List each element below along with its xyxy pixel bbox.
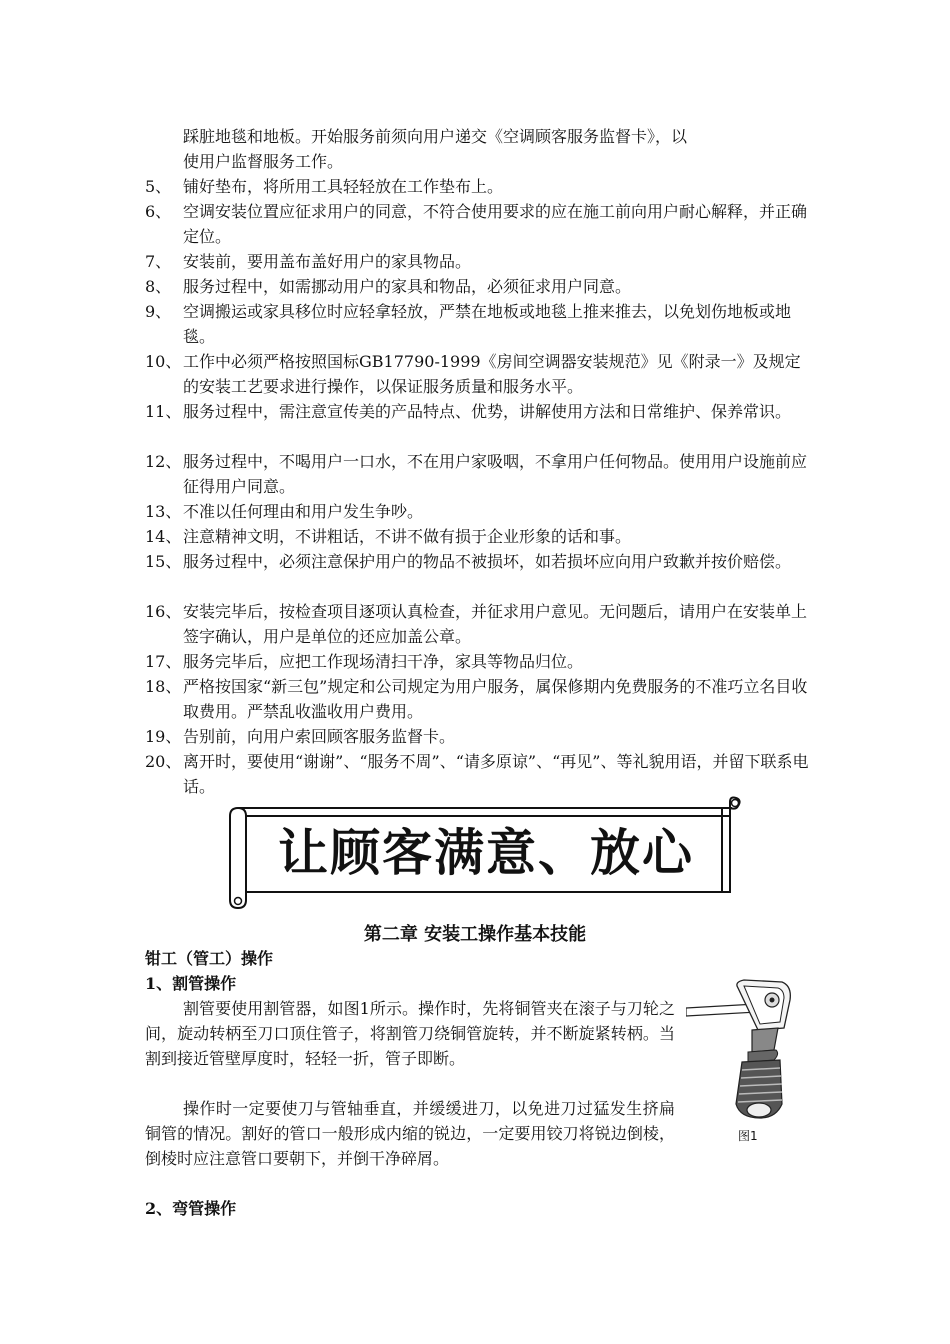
rule-text: 服务过程中，必须注意保护用户的物品不被损坏，如若损坏应向用户致歉并按价赔偿。 bbox=[183, 552, 792, 571]
rule-number: 13、 bbox=[145, 502, 182, 521]
rule-item bbox=[145, 674, 815, 724]
rule-text: 服务完毕后，应把工作现场清扫干净，家具等物品归位。 bbox=[183, 652, 584, 671]
continuation-line-1: 踩脏地毯和地板。开始服务前须向用户递交《空调顾客服务监督卡》，以 bbox=[183, 127, 688, 146]
rule-item bbox=[145, 249, 815, 274]
rule-text: 工作中必须严格按照国标GB17790-1999《房间空调器安装规范》见《附录一》及规定的安装工艺要求进行操作，以保证服务质量和服务水平。 bbox=[183, 352, 801, 396]
subsection-title-2: 2、弯管操作 bbox=[145, 1199, 237, 1218]
chapter-title: 第二章 安装工操作基本技能 bbox=[363, 924, 587, 945]
rule-item bbox=[145, 174, 815, 199]
rule-text: 安装完毕后，按检查项目逐项认真检查，并征求用户意见。无问题后，请用户在安装单上签字确认，用户是单位的还应加盖公章。 bbox=[183, 602, 808, 646]
rule-number: 10、 bbox=[145, 352, 182, 371]
rule-number: 9、 bbox=[145, 302, 172, 321]
rule-item bbox=[145, 199, 815, 249]
rule-number: 18、 bbox=[145, 677, 182, 696]
rule-item bbox=[145, 399, 815, 424]
rule-item bbox=[145, 599, 815, 649]
rule-text: 离开时，要使用“谢谢”、“服务不周”、“请多原谅”、“再见”、等礼貌用语，并留下联系电话。 bbox=[183, 752, 809, 796]
rule-text: 告别前，向用户索回顾客服务监督卡。 bbox=[183, 727, 456, 746]
rule-item bbox=[145, 649, 815, 674]
paragraph-2: 操作时一定要使刀与管轴垂直，并缓缓进刀，以免进刀过猛发生挤扁铜管的情况。割好的管口一般形成内缩的锐边，一定要用铰刀将锐边倒棱，倒棱时应注意管口要朝下，并倒干净碎屑。 bbox=[145, 1099, 675, 1168]
rule-number: 7、 bbox=[145, 252, 172, 271]
banner-slogan: 让顾客满意、放心 bbox=[278, 823, 694, 882]
subsection-title-1: 1、割管操作 bbox=[145, 974, 237, 993]
rule-text: 服务过程中，如需挪动用户的家具和物品，必须征求用户同意。 bbox=[183, 277, 632, 296]
rule-number: 8、 bbox=[145, 277, 172, 296]
rule-text: 铺好垫布，将所用工具轻轻放在工作垫布上。 bbox=[183, 177, 504, 196]
rule-text: 严格按国家“新三包”规定和公司规定为用户服务，属保修期内免费服务的不准巧立名目收取费用。严禁乱收滥收用户费用。 bbox=[183, 677, 808, 721]
rule-item bbox=[145, 749, 815, 799]
rule-text: 安装前，要用盖布盖好用户的家具物品。 bbox=[183, 252, 472, 271]
rule-number: 19、 bbox=[145, 727, 182, 746]
rule-item bbox=[145, 449, 815, 499]
figure-caption: 图1 bbox=[738, 1129, 758, 1143]
rule-number: 6、 bbox=[145, 202, 172, 221]
rule-number: 11、 bbox=[145, 402, 182, 421]
rule-text: 注意精神文明，不讲粗话，不讲不做有损于企业形象的话和事。 bbox=[183, 527, 632, 546]
rule-number: 12、 bbox=[145, 452, 182, 471]
pipe-cutter-icon bbox=[686, 978, 806, 1128]
rule-item bbox=[145, 299, 815, 349]
rule-number: 17、 bbox=[145, 652, 182, 671]
section-title: 钳工（管工）操作 bbox=[145, 949, 274, 968]
rule-item bbox=[145, 349, 815, 399]
rule-number: 16、 bbox=[145, 602, 182, 621]
paragraph-1: 割管要使用割管器，如图1所示。操作时，先将铜管夹在滚子与刀轮之间，旋动转柄至刀口顶住管子，将割管刀绕铜管旋转，并不断旋紧转柄。当割到接近管壁厚度时，轻轻一折，管子即断。 bbox=[145, 999, 675, 1068]
rule-item bbox=[145, 549, 815, 574]
rule-number: 15、 bbox=[145, 552, 182, 571]
rule-item bbox=[145, 724, 815, 749]
rule-number: 20、 bbox=[145, 752, 182, 771]
rule-item bbox=[145, 499, 815, 524]
rule-text: 空调搬运或家具移位时应轻拿轻放，严禁在地板或地毯上推来推去，以免划伤地板或地毯。 bbox=[183, 302, 792, 346]
rule-number: 5、 bbox=[145, 177, 172, 196]
rule-text: 服务过程中，不喝用户一口水，不在用户家吸咽，不拿用户任何物品。使用用户设施前应征得用户同意。 bbox=[183, 452, 808, 496]
rule-item bbox=[145, 524, 815, 549]
rule-item bbox=[145, 274, 815, 299]
rule-text: 空调安装位置应征求用户的同意，不符合使用要求的应在施工前向用户耐心解释，并正确定位。 bbox=[183, 202, 808, 246]
rule-text: 不准以任何理由和用户发生争吵。 bbox=[183, 502, 424, 521]
rule-text: 服务过程中，需注意宣传美的产品特点、优势，讲解使用方法和日常维护、保养常识。 bbox=[183, 402, 792, 421]
continuation-line-2: 使用户监督服务工作。 bbox=[183, 152, 344, 171]
rule-number: 14、 bbox=[145, 527, 182, 546]
